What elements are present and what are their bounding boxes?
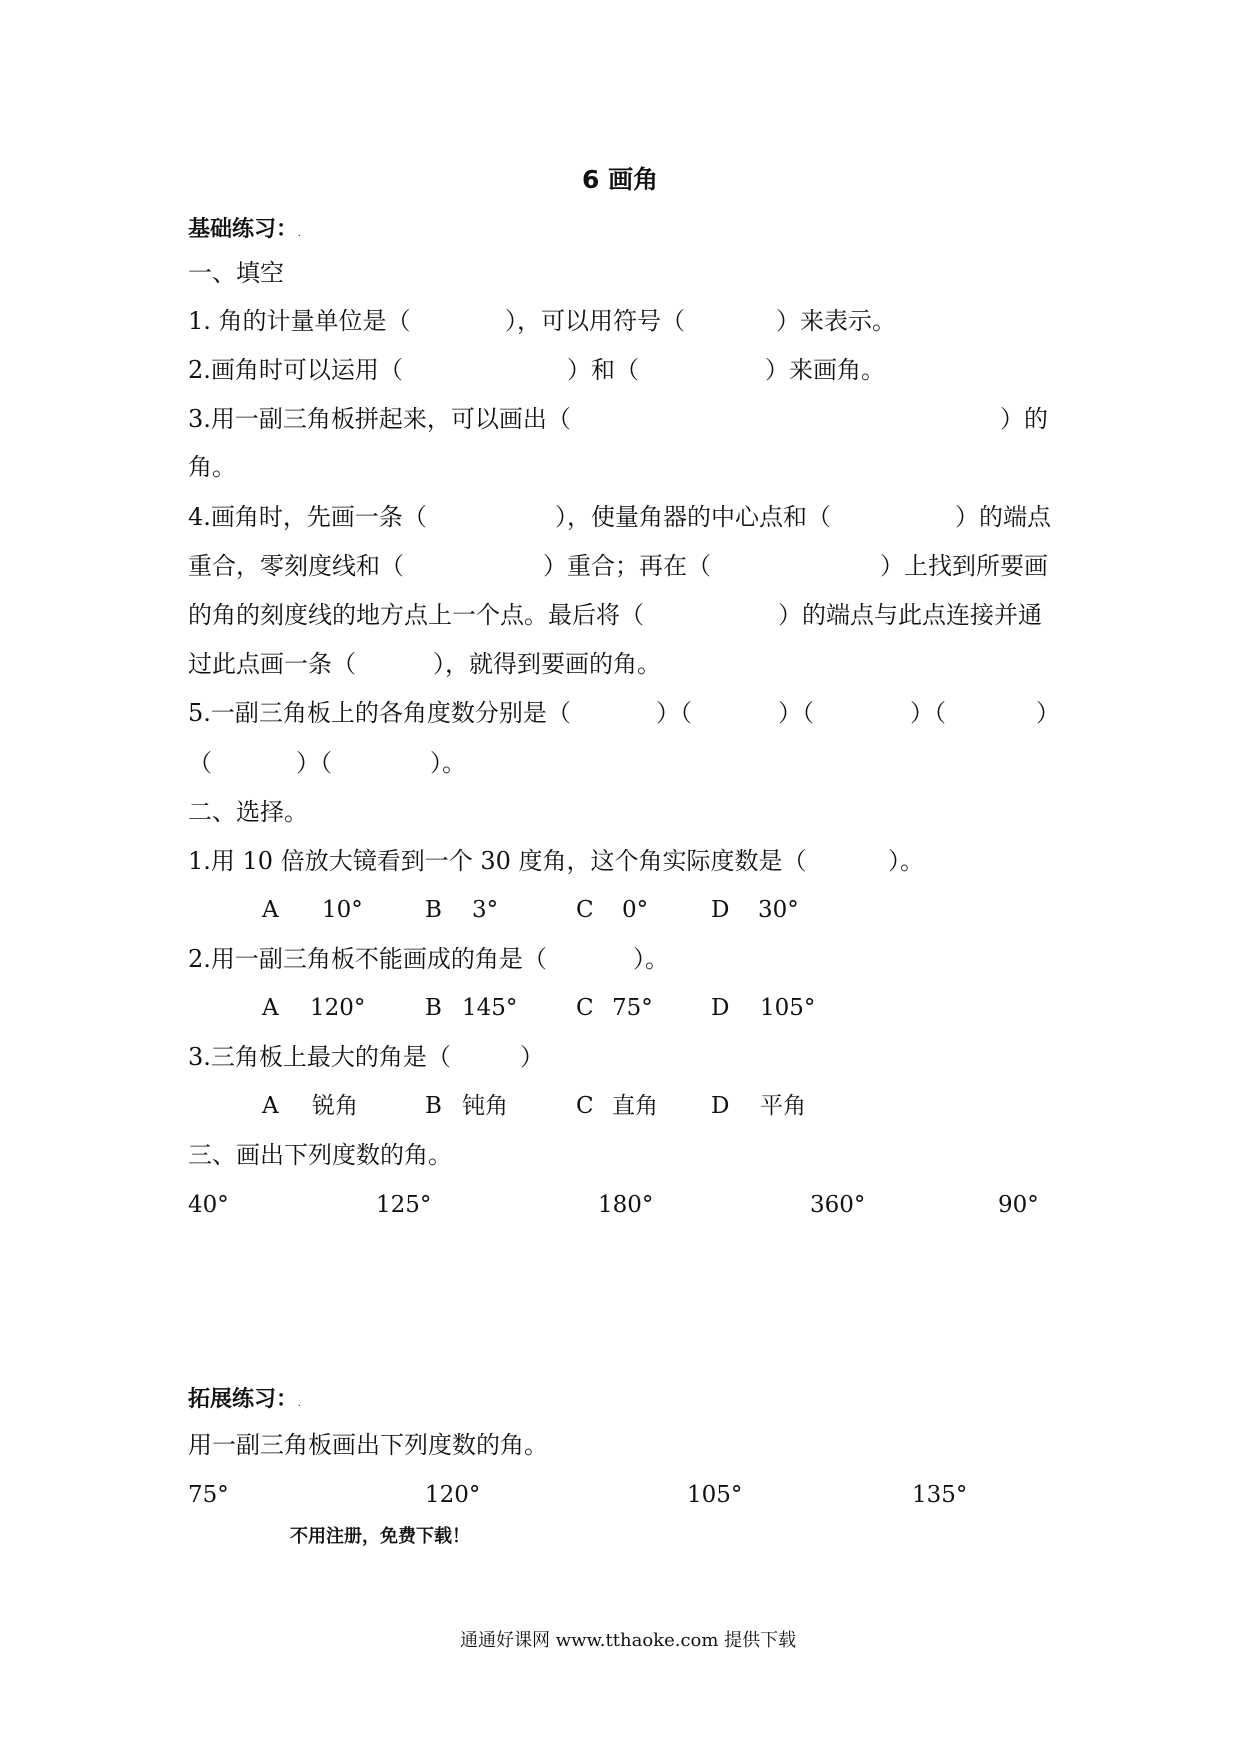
- fill-q2-part-a: 2.画角时可以运用（: [188, 356, 403, 384]
- choice-q2-option-d-letter: D: [711, 995, 730, 1021]
- choice-q3-option-d-value: 平角: [760, 1093, 806, 1119]
- fill-q1-part-c: ）来表示。: [776, 307, 896, 335]
- choice-q1-option-a-value: 10°: [322, 897, 363, 923]
- fill-q3-part-c: 角。: [188, 453, 236, 481]
- fill-q5-line1-e: ）: [1036, 699, 1060, 727]
- extension-angle-120: 120°: [425, 1482, 481, 1508]
- choice-q3-option-b-value: 钝角: [462, 1093, 508, 1119]
- draw-angle-360: 360°: [810, 1192, 866, 1218]
- fill-q4-line3-b: ）的端点与此点连接并通: [778, 601, 1042, 629]
- draw-heading: 三、画出下列度数的角。: [188, 1141, 452, 1169]
- choice-q3-option-c-letter: C: [576, 1093, 594, 1119]
- fill-q3-part-b: ）的: [1000, 405, 1048, 433]
- fill-q5-line1-c: ）（: [778, 699, 814, 727]
- choice-q3-text-b: ）: [520, 1043, 544, 1071]
- choice-q3-option-a-value: 锐角: [312, 1093, 358, 1119]
- page-title: 6 画角: [582, 165, 659, 194]
- footer-credit: 通通好课网 www.tthaoke.com 提供下载: [460, 1630, 797, 1651]
- choice-q2-option-d-value: 105°: [760, 995, 816, 1021]
- draw-angle-125: 125°: [376, 1192, 432, 1218]
- fill-q4-line3-a: 的角的刻度线的地方点上一个点。最后将（: [188, 601, 644, 629]
- fill-q5-line2-a: （: [188, 749, 212, 777]
- fill-q5-line2-b: ）（: [296, 749, 332, 777]
- choice-heading: 二、选择。: [188, 798, 308, 826]
- basic-practice-heading: 基础练习：.: [188, 217, 301, 242]
- choice-q3-option-a-letter: A: [262, 1093, 279, 1119]
- choice-q1-option-c-letter: C: [576, 897, 594, 923]
- fill-q4-line2-b: ）重合；再在（: [543, 552, 711, 580]
- draw-angle-40: 40°: [188, 1192, 229, 1218]
- extension-angle-75: 75°: [188, 1482, 229, 1508]
- fill-q5-line1-a: 5.一副三角板上的各角度数分别是（: [188, 699, 571, 727]
- free-download-note: 不用注册，免费下载！: [290, 1526, 470, 1547]
- fill-q5-line1-d: ）（: [910, 699, 946, 727]
- choice-q1-option-d-value: 30°: [758, 897, 799, 923]
- draw-angle-180: 180°: [598, 1192, 654, 1218]
- choice-q2-option-c-letter: C: [576, 995, 594, 1021]
- choice-q1-option-b-value: 3°: [472, 897, 499, 923]
- fill-q4-line2-a: 重合，零刻度线和（: [188, 552, 404, 580]
- choice-q1-option-c-value: 0°: [622, 897, 649, 923]
- fill-q4-line1-a: 4.画角时，先画一条（: [188, 503, 427, 531]
- choice-q1-text-b: ）。: [888, 847, 924, 875]
- fill-q1-part-a: 1. 角的计量单位是（: [188, 307, 411, 335]
- choice-q3-option-c-value: 直角: [612, 1093, 658, 1119]
- fill-q4-line2-c: ）上找到所要画: [880, 552, 1048, 580]
- extension-instruction: 用一副三角板画出下列度数的角。: [188, 1431, 548, 1459]
- choice-q1-option-b-letter: B: [425, 897, 442, 923]
- fill-q2-part-b: ）和（: [567, 356, 639, 384]
- choice-q2-option-b-value: 145°: [462, 995, 518, 1021]
- fill-q5-line1-b: ）（: [656, 699, 692, 727]
- fill-q2-part-c: ）来画角。: [765, 356, 885, 384]
- fill-heading: 一、填空: [188, 259, 284, 287]
- choice-q1-option-d-letter: D: [711, 897, 730, 923]
- draw-angle-90: 90°: [998, 1192, 1039, 1218]
- fill-q1-part-b: ），可以用符号（: [505, 307, 685, 335]
- fill-q5-line2-c: ）。: [430, 749, 466, 777]
- choice-q2-text-b: ）。: [633, 945, 669, 973]
- fill-q4-line4-b: ），就得到要画的角。: [433, 650, 661, 678]
- fill-q4-line1-c: ）的端点: [955, 503, 1051, 531]
- fill-q3-part-a: 3.用一副三角板拼起来，可以画出（: [188, 405, 571, 433]
- choice-q2-text-a: 2.用一副三角板不能画成的角是（: [188, 945, 547, 973]
- choice-q2-option-c-value: 75°: [612, 995, 653, 1021]
- choice-q2-option-a-letter: A: [262, 995, 279, 1021]
- choice-q2-option-b-letter: B: [425, 995, 442, 1021]
- extension-practice-heading: 拓展练习：.: [188, 1387, 301, 1412]
- extension-angle-135: 135°: [912, 1482, 968, 1508]
- choice-q3-text-a: 3.三角板上最大的角是（: [188, 1043, 451, 1071]
- fill-q4-line1-b: ），使量角器的中心点和（: [555, 503, 831, 531]
- choice-q1-text-a: 1.用 10 倍放大镜看到一个 30 度角，这个角实际度数是（: [188, 847, 807, 875]
- choice-q2-option-a-value: 120°: [310, 995, 366, 1021]
- extension-angle-105: 105°: [687, 1482, 743, 1508]
- choice-q3-option-d-letter: D: [711, 1093, 730, 1119]
- choice-q3-option-b-letter: B: [425, 1093, 442, 1119]
- fill-q4-line4-a: 过此点画一条（: [188, 650, 356, 678]
- choice-q1-option-a-letter: A: [262, 897, 279, 923]
